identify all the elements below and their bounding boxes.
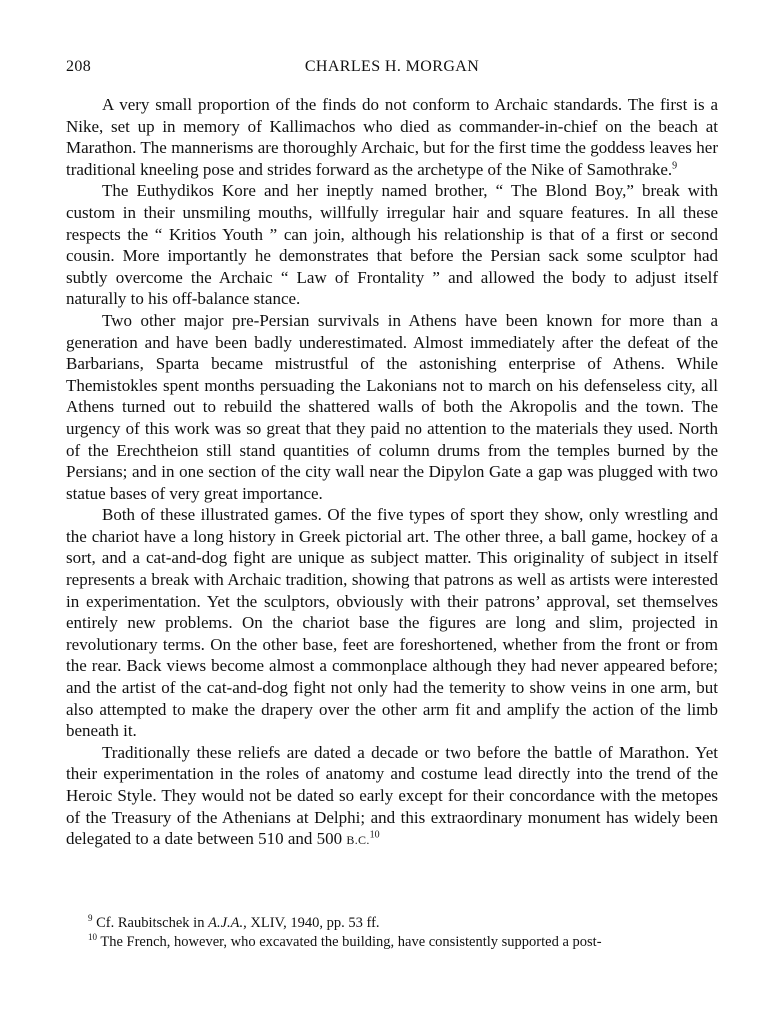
paragraph — [66, 180, 718, 310]
footnote — [66, 914, 718, 933]
footnote-mark: 9 — [88, 913, 93, 924]
footnotes — [66, 914, 718, 952]
page-header — [66, 58, 718, 80]
body-text — [66, 94, 718, 852]
paragraph — [66, 310, 718, 504]
paragraph-text: The Euthydikos Kore and her ineptly named brother, “ The Blond Boy,” break with custom in their unsmiling mouths, willfully irregular hair and square features. In all these respects the “ Kritios Youth ” can join, although his relationship is that of a first or second cousin. More importantly he demonstrates that before the Persian sack some sculptor had subtly overcome the Archaic “ Law of Frontality ” and allowed the body to adjust itself naturally to his off-balance stance. — [66, 181, 718, 309]
running-head: CHARLES H. MORGAN — [304, 58, 480, 75]
paragraph-text: Traditionally these reliefs are dated a decade or two before the battle of Marathon. Yet their experimentation in the roles of anatomy and costume lead directly into the trend of the Heroic Style. They would not be dated so early except for their concordance with the metopes of the Treasury of the Athenians at Delphi; and this extraordinary monument has widely been delegated to a date between 510 and 500 — [66, 742, 718, 849]
footnote-text: Cf. Raubitschek in — [96, 915, 209, 931]
paragraph-text: Both of these illustrated games. Of the five types of sport they show, only wrestling and the chariot have a long history in Greek pictorial art. The other three, a ball game, hockey of a sort, and a cat-and-dog fight are unique as subject matter. This originality of subject in itself represents a break with Archaic tradition, showing that patrons as well as artists were interested in experimentation. Yet the sculptors, obviously with their patrons’ approval, set themselves entirely new problems. On the chariot base the figures are long and slim, projected in revolutionary terms. On the other base, feet are foreshortened, whether from the front or from the rear. Back views become almost a commonplace although they had never appeared before; and the artist of the cat-and-dog fight not only had the temerity to show veins in one arm, but also attempted to make the drapery over the other arm fit and amplify the action of the limb beneath it. — [66, 505, 718, 741]
footnote-reference: 10 — [369, 829, 380, 841]
paragraph — [66, 94, 718, 180]
footnote-text: The French, however, who excavated the building, have consistently supported a post- — [100, 934, 602, 950]
journal-title: A.J.A. — [208, 915, 244, 931]
page-number: 208 — [66, 58, 92, 75]
paragraph — [66, 742, 718, 852]
era-abbreviation: B.C. — [346, 833, 370, 848]
paragraph-text: A very small proportion of the finds do not conform to Archaic standards. The first is a Nike, set up in memory of Kallimachos who died as commander-in-chief on the beach at Marathon. The mannerisms are thoroughly Archaic, but for the first time the goddess leaves her traditional kneeling pose and strides forward as the archetype of the Nike of Samothrake. — [66, 95, 718, 179]
footnote — [66, 933, 718, 952]
footnote-mark: 10 — [88, 932, 97, 943]
footnote-text: , XLIV, 1940, pp. 53 ff. — [243, 915, 380, 931]
footnote-reference: 9 — [672, 160, 678, 172]
paragraph — [66, 504, 718, 742]
paragraph-text: Two other major pre-Persian survivals in Athens have been known for more than a generation and have been badly underestimated. Almost immediately after the defeat of the Barbarians, Sparta became mistrustful of the astonishing enterprise of Athens. While Themistokles spent months persuading the Lakonians not to march on his defenseless city, all Athens turned out to rebuild the shattered walls of both the Akropolis and the town. The urgency of this work was so great that they paid no attention to the materials they used. North of the Erechtheion still stand quantities of column drums from the temples burned by the Persians; and in one section of the city wall near the Dipylon Gate a gap was plugged with two statue bases of very great importance. — [66, 310, 718, 503]
